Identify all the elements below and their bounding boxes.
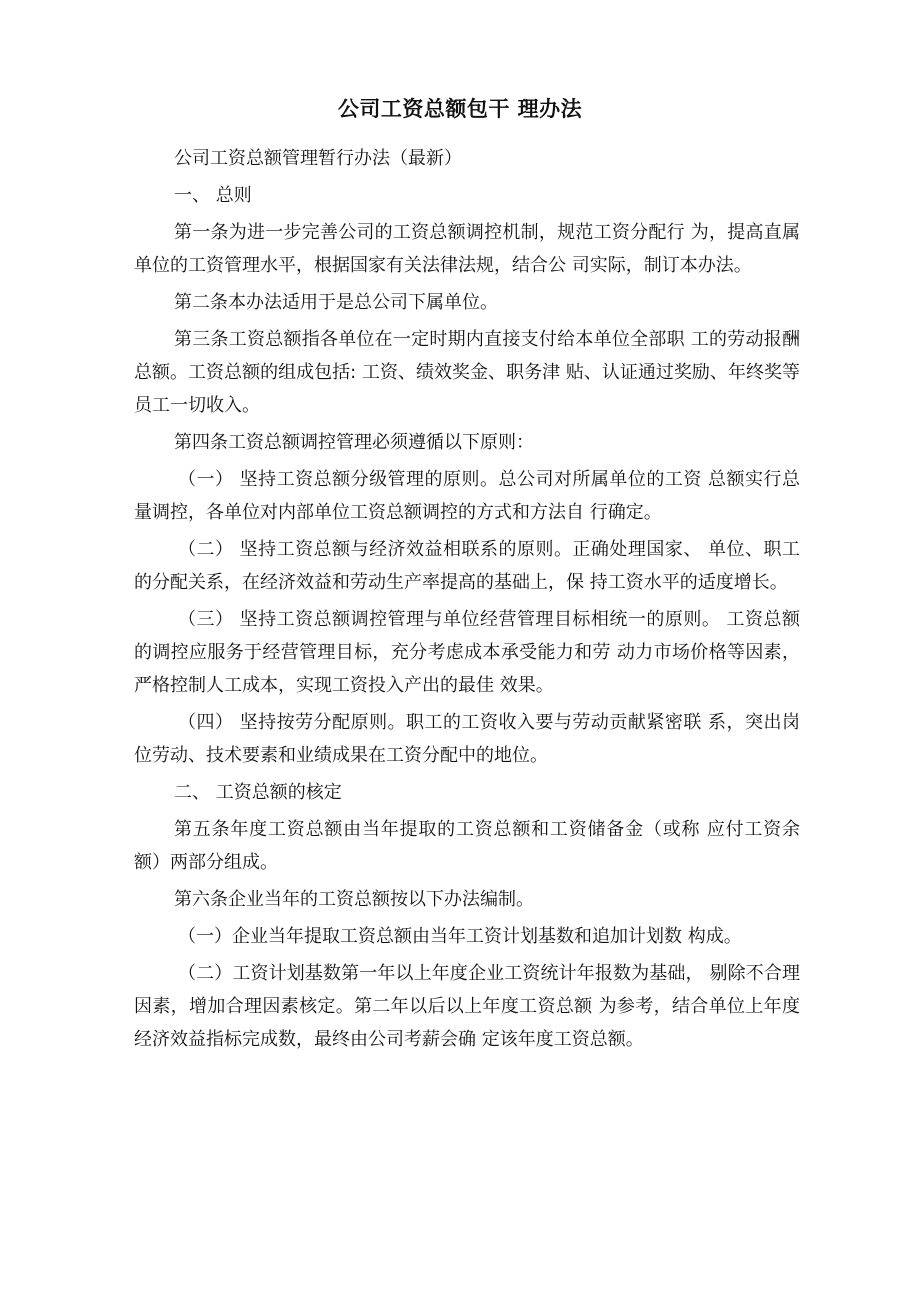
paragraph-method-1: （一）企业当年提取工资总额由当年工资计划基数和追加计划数 构成。 xyxy=(178,926,742,947)
document-title: 公司工资总额包干 理办法 xyxy=(337,97,583,121)
paragraph-article-2: 第二条本办法适用于是总公司下属单位。 xyxy=(174,292,498,313)
paragraph-principle-1: （一） 坚持工资总额分级管理的原则。总公司对所属单位的工资 总额实行总量调控，各单位对内部单位工资总额调控的方式和方法自 行确定。 xyxy=(134,469,800,523)
paragraph-method-2: （二）工资计划基数第一年以上年度企业工资统计年报数为基础， 剔除不合理因素，增加合理因素核定。第二年以后以上年度工资总额 为参考，结合单位上年度经济效益指标完成数，最终由公司考薪会确 定该年度工资总额。 xyxy=(134,963,800,1050)
paragraph-principle-2: （二） 坚持工资总额与经济效益相联系的原则。正确处理国家、 单位、职工的分配关系，在经济效益和劳动生产率提高的基础上，保 持工资水平的适度增长。 xyxy=(134,539,800,593)
paragraph-article-6: 第六条企业当年的工资总额按以下办法编制。 xyxy=(174,889,534,910)
paragraph-subtitle: 公司工资总额管理暂行办法（最新） xyxy=(174,148,462,169)
paragraph-article-5: 第五条年度工资总额由当年提取的工资总额和工资储备金（或称 应付工资余额）两部分组成。 xyxy=(134,819,800,873)
paragraph-article-1: 第一条为进一步完善公司的工资总额调控机制，规范工资分配行 为，提高直属单位的工资管理水平，根据国家有关法律法规，结合公 司实际，制订本办法。 xyxy=(134,222,800,276)
document-body xyxy=(134,142,800,1060)
paragraph-article-4: 第四条工资总额调控管理必须遵循以下原则： xyxy=(174,432,534,453)
paragraph-article-3: 第三条工资总额指各单位在一定时期内直接支付给本单位全部职 工的劳动报酬总额。工资总额的组成包括: 工资、绩效奖金、职务津 贴、认证通过奖励、年终奖等员工一切收入。 xyxy=(134,329,800,416)
section-heading-general: 一、 总则 xyxy=(174,185,252,206)
paragraph-principle-3: （三） 坚持工资总额调控管理与单位经营管理目标相统一的原则。 工资总额的调控应服务于经营管理目标，充分考虑成本承受能力和劳 动力市场价格等因素，严格控制人工成本，实现工资投入产出的最佳 效果。 xyxy=(134,609,800,696)
section-heading-determination: 二、 工资总额的核定 xyxy=(174,782,342,803)
paragraph-principle-4: （四） 坚持按劳分配原则。职工的工资收入要与劳动贡献紧密联 系，突出岗位劳动、技术要素和业绩成果在工资分配中的地位。 xyxy=(134,712,800,766)
